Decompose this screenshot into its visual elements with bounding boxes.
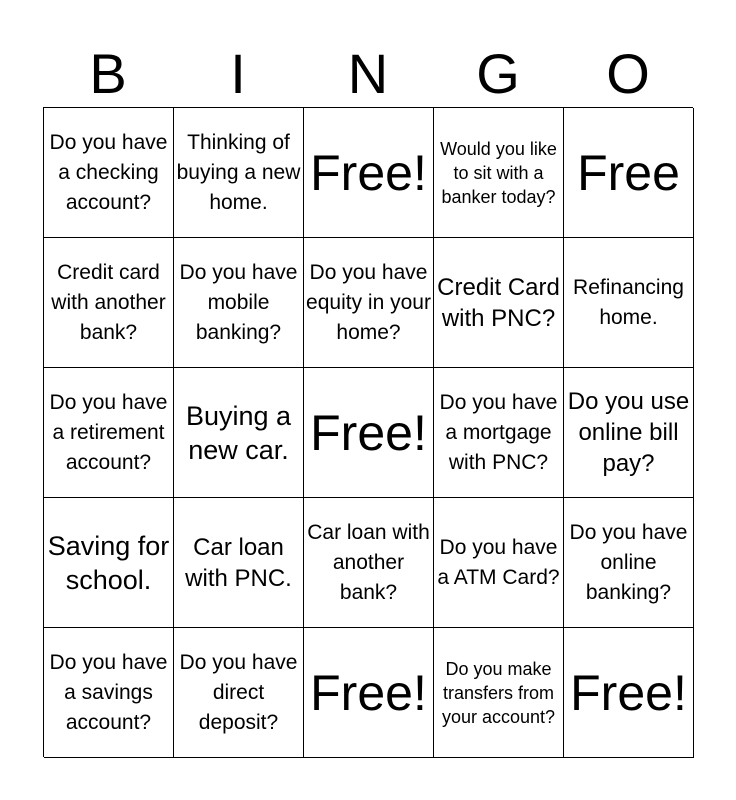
bingo-cell-r3-c5[interactable] bbox=[564, 368, 694, 498]
bingo-cell-r5-c1[interactable] bbox=[44, 628, 174, 758]
bingo-cell-r4-c2[interactable] bbox=[174, 498, 304, 628]
header-letter-b: B bbox=[89, 42, 127, 105]
bingo-cell-r1-c2[interactable] bbox=[174, 108, 304, 238]
cell-text: Refinancing home. bbox=[573, 275, 684, 329]
cell-text: Free! bbox=[310, 404, 427, 461]
cell-text: Free! bbox=[570, 664, 687, 721]
bingo-cell-r2-c1[interactable] bbox=[44, 238, 174, 368]
bingo-header bbox=[43, 44, 693, 104]
cell-text: Do you have online banking? bbox=[569, 520, 688, 604]
bingo-cell-r5-c3[interactable] bbox=[304, 628, 434, 758]
bingo-cell-r4-c3[interactable] bbox=[304, 498, 434, 628]
cell-text: Do you have a ATM Card? bbox=[437, 535, 560, 589]
cell-text: Do you have equity in your home? bbox=[306, 260, 431, 344]
cell-text: Do you make transfers from your account? bbox=[441, 658, 556, 727]
bingo-cell-r3-c1[interactable] bbox=[44, 368, 174, 498]
bingo-cell-r5-c2[interactable] bbox=[174, 628, 304, 758]
cell-text: Car loan with another bank? bbox=[307, 520, 430, 604]
cell-text: Would you like to sit with a banker today? bbox=[440, 138, 557, 207]
bingo-cell-r1-c3[interactable] bbox=[304, 108, 434, 238]
cell-text: Do you have direct deposit? bbox=[179, 650, 298, 734]
cell-text: Do you have a mortgage with PNC? bbox=[439, 390, 558, 474]
bingo-cell-r4-c5[interactable] bbox=[564, 498, 694, 628]
bingo-cell-r4-c4[interactable] bbox=[434, 498, 564, 628]
cell-text: Credit card with another bank? bbox=[51, 260, 166, 344]
bingo-cell-r1-c1[interactable] bbox=[44, 108, 174, 238]
bingo-cell-r2-c3[interactable] bbox=[304, 238, 434, 368]
bingo-cell-r2-c5[interactable] bbox=[564, 238, 694, 368]
cell-text: Credit Card with PNC? bbox=[437, 273, 560, 332]
bingo-cell-r5-c4[interactable] bbox=[434, 628, 564, 758]
bingo-cell-r3-c2[interactable] bbox=[174, 368, 304, 498]
bingo-cell-r1-c5[interactable] bbox=[564, 108, 694, 238]
header-letter-g: G bbox=[476, 42, 520, 105]
bingo-cell-r1-c4[interactable] bbox=[434, 108, 564, 238]
bingo-cell-r3-c4[interactable] bbox=[434, 368, 564, 498]
bingo-cell-r4-c1[interactable] bbox=[44, 498, 174, 628]
bingo-board bbox=[43, 107, 693, 757]
cell-text: Car loan with PNC. bbox=[185, 533, 292, 592]
cell-text: Saving for school. bbox=[47, 530, 170, 595]
cell-text: Do you have a savings account? bbox=[49, 650, 168, 734]
bingo-cell-r3-c3[interactable] bbox=[304, 368, 434, 498]
cell-text: Do you have a retirement account? bbox=[49, 390, 168, 474]
cell-text: Thinking of buying a new home. bbox=[176, 130, 301, 214]
cell-text: Free bbox=[577, 144, 680, 201]
cell-text: Do you use online bill pay? bbox=[567, 388, 690, 477]
bingo-cell-r5-c5[interactable] bbox=[564, 628, 694, 758]
bingo-cell-r2-c2[interactable] bbox=[174, 238, 304, 368]
cell-text: Free! bbox=[310, 144, 427, 201]
header-letter-n: N bbox=[347, 42, 389, 105]
bingo-cell-r2-c4[interactable] bbox=[434, 238, 564, 368]
cell-text: Buying a new car. bbox=[185, 400, 292, 465]
cell-text: Do you have a checking account? bbox=[49, 130, 168, 214]
cell-text: Do you have mobile banking? bbox=[179, 260, 298, 344]
header-letter-i: I bbox=[230, 42, 246, 105]
cell-text: Free! bbox=[310, 664, 427, 721]
header-letter-o: O bbox=[606, 42, 650, 105]
